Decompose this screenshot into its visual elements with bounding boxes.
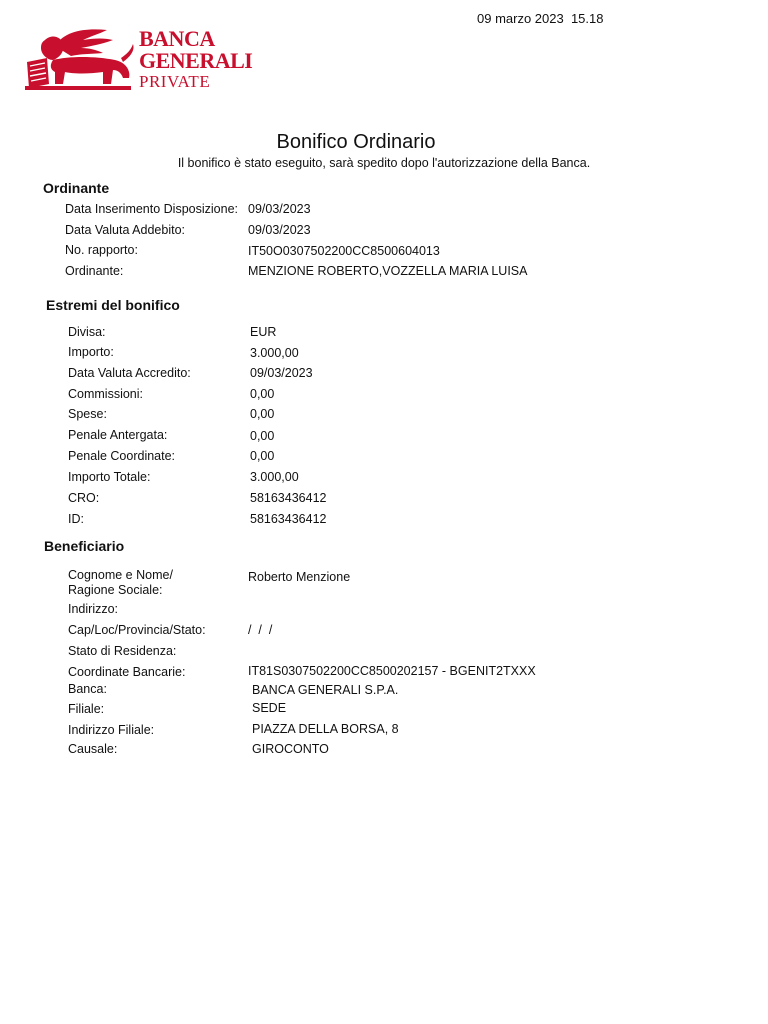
ordinante-value-rapporto: IT50O0307502200CC8500604013 — [248, 244, 440, 258]
estremi-value-spese: 0,00 — [250, 407, 275, 421]
beneficiario-value-nome: Roberto Menzione — [248, 570, 351, 584]
estremi-value-importo-totale: 3.000,00 — [250, 470, 299, 484]
logo-line-generali: GENERALI — [139, 48, 253, 73]
estremi-label-valuta-accredito: Data Valuta Accredito: — [68, 366, 191, 380]
estremi-value-valuta-accredito: 09/03/2023 — [250, 366, 313, 380]
estremi-value-divisa: EUR — [250, 325, 277, 339]
estremi-value-cro: 58163436412 — [250, 491, 327, 505]
estremi-label-importo-totale: Importo Totale: — [68, 470, 151, 484]
beneficiario-label-cognome-nome: Cognome e Nome/ — [68, 568, 173, 582]
beneficiario-value-coordinate-bancarie: IT81S0307502200CC8500202157 - BGENIT2TXXX — [248, 664, 536, 678]
beneficiario-value-indirizzo-filiale: PIAZZA DELLA BORSA, 8 — [252, 722, 399, 736]
logo-wordmark — [139, 28, 252, 90]
estremi-label-divisa: Divisa: — [68, 325, 106, 339]
estremi-value-penale-antergata: 0,00 — [250, 429, 275, 443]
ordinante-label-data-inserimento: Data Inserimento Disposizione: — [65, 202, 238, 216]
estremi-label-penale-coordinate: Penale Coordinate: — [68, 449, 176, 463]
document-subtitle: Il bonifico è stato eseguito, sarà spedito dopo l'autorizzazione della Banca. — [177, 156, 591, 170]
beneficiario-label-stato-residenza: Stato di Residenza: — [68, 644, 177, 658]
estremi-label-id: ID: — [68, 512, 84, 526]
section-beneficiario-heading: Beneficiario — [44, 538, 125, 554]
estremi-label-commissioni: Commissioni: — [68, 387, 144, 401]
estremi-label-spese: Spese: — [68, 407, 107, 421]
beneficiario-value-causale: GIROCONTO — [252, 742, 329, 756]
ordinante-label-valuta-addebito: Data Valuta Addebito: — [65, 223, 185, 237]
section-ordinante-heading: Ordinante — [43, 180, 110, 196]
estremi-label-cro: CRO: — [68, 491, 100, 505]
document-title: Bonifico Ordinario — [276, 131, 436, 153]
estremi-label-importo: Importo: — [68, 345, 114, 359]
estremi-value-importo: 3.000,00 — [250, 346, 299, 360]
beneficiario-label-coordinate-bancarie: Coordinate Bancarie: — [68, 665, 186, 679]
winged-lion-icon — [25, 26, 135, 90]
estremi-value-id: 58163436412 — [250, 512, 327, 526]
estremi-label-penale-antergata: Penale Antergata: — [68, 428, 168, 442]
beneficiario-label-filiale: Filiale: — [68, 702, 105, 716]
banca-generali-logo — [25, 26, 265, 92]
ordinante-value-ordinante: MENZIONE ROBERTO,VOZZELLA MARIA LUISA — [248, 264, 528, 278]
estremi-value-commissioni: 0,00 — [250, 387, 275, 401]
beneficiario-label-cap-loc: Cap/Loc/Provincia/Stato: — [68, 623, 206, 637]
ordinante-value-valuta-addebito: 09/03/2023 — [248, 223, 311, 237]
ordinante-label-ordinante: Ordinante: — [65, 264, 124, 278]
logo-line-banca: BANCA — [139, 26, 215, 51]
estremi-value-penale-coordinate: 0,00 — [250, 449, 275, 463]
beneficiario-label-indirizzo-filiale: Indirizzo Filiale: — [68, 723, 155, 737]
print-datetime: 09 marzo 2023 15.18 — [477, 11, 604, 26]
beneficiario-label-indirizzo: Indirizzo: — [68, 602, 119, 616]
section-estremi-heading: Estremi del bonifico — [46, 297, 180, 313]
ordinante-label-rapporto: No. rapporto: — [65, 243, 138, 257]
logo-line-private: PRIVATE — [139, 72, 211, 91]
beneficiario-label-causale: Causale: — [68, 742, 118, 756]
ordinante-value-data-inserimento: 09/03/2023 — [248, 202, 311, 216]
beneficiario-value-filiale: SEDE — [252, 701, 287, 715]
beneficiario-value-banca: BANCA GENERALI S.P.A. — [252, 683, 399, 697]
beneficiario-value-cap-loc: / / / — [248, 623, 273, 637]
beneficiario-label-ragione-sociale: Ragione Sociale: — [68, 583, 163, 597]
beneficiario-label-banca: Banca: — [68, 682, 107, 696]
